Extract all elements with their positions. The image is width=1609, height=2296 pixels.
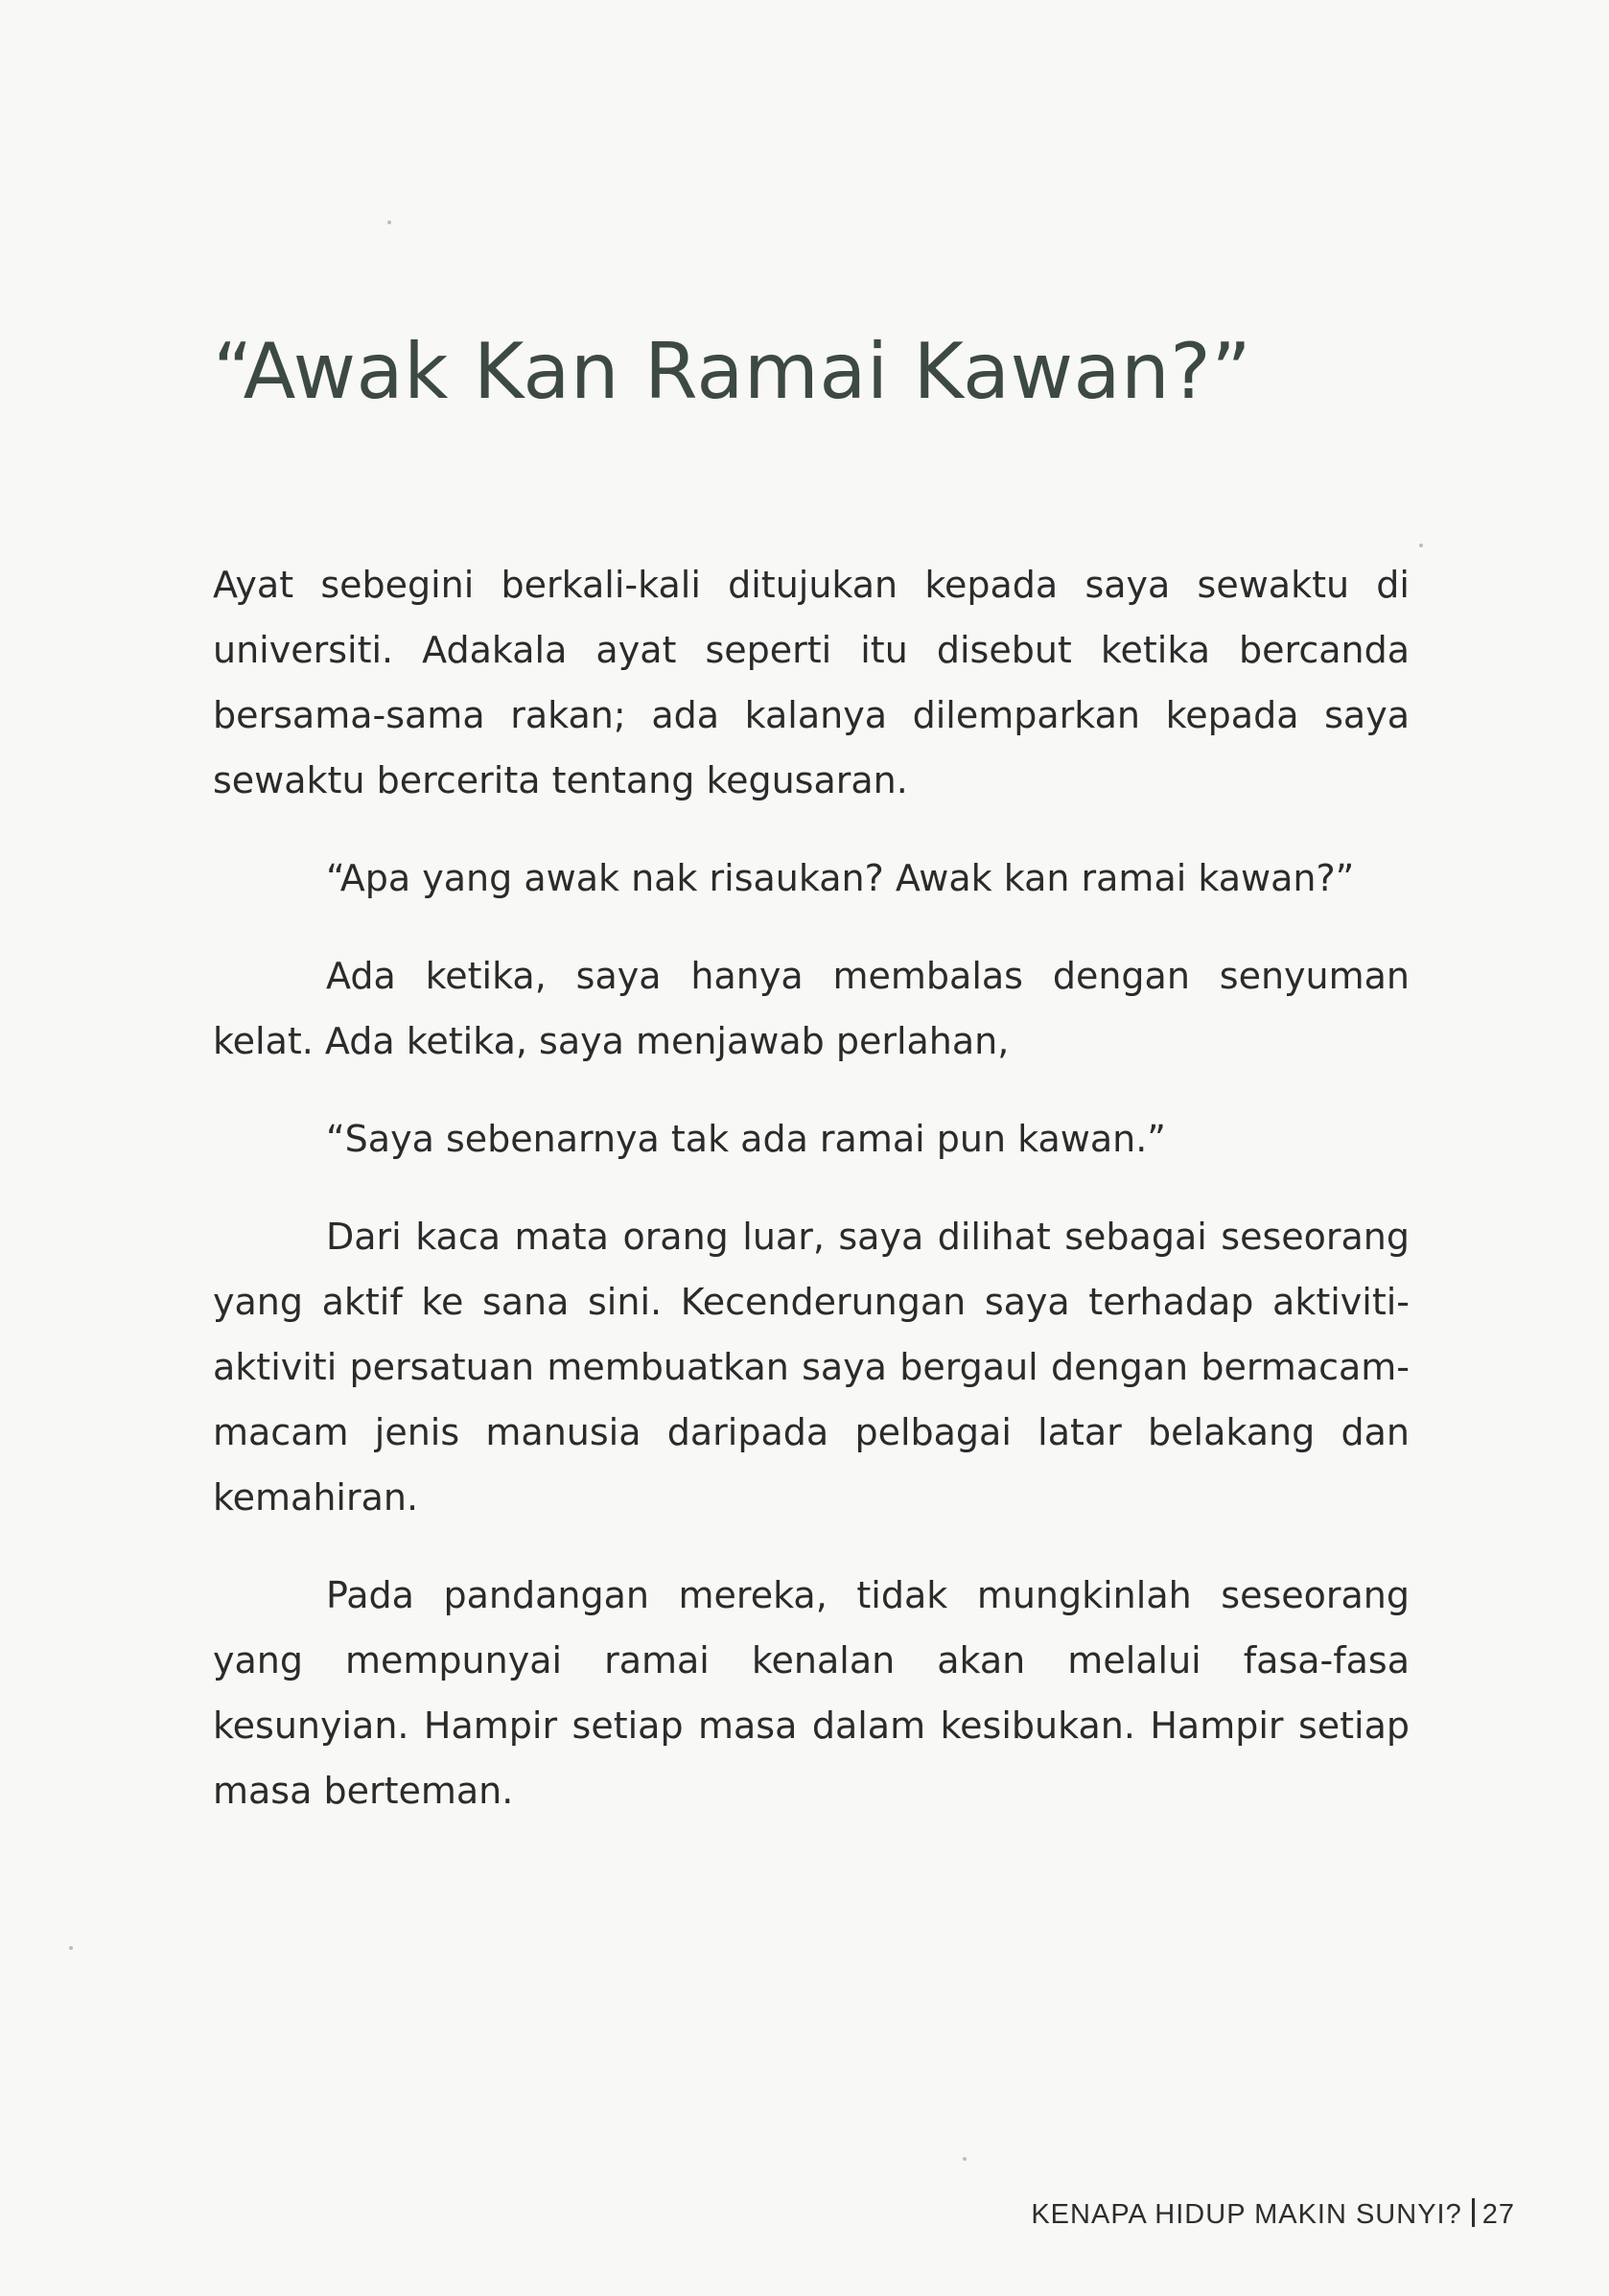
scan-speck <box>69 1946 73 1950</box>
paragraph-intro: Ayat sebegini berkali-kali ditujukan kepada saya sewaktu di universiti. Adakala ayat seperti itu disebut ketika bercanda bersama-sama rakan; ada kalanya dilemparkan kepada saya sewaktu bercerita tentang kegusaran. <box>213 564 1410 801</box>
chapter-title: “Awak Kan Ramai Kawan?” <box>213 327 1252 416</box>
footer-book-title: KENAPA HIDUP MAKIN SUNYI? <box>1031 2199 1462 2230</box>
body-text <box>213 552 1410 1856</box>
paragraph-response: Ada ketika, saya hanya membalas dengan senyuman kelat. Ada ketika, saya menjawab perlahan, <box>213 955 1410 1062</box>
paragraph-quote-answer: “Saya sebenarnya tak ada ramai pun kawan.” <box>326 1118 1166 1160</box>
scan-speck <box>387 220 391 224</box>
scan-speck <box>1419 544 1423 547</box>
page-number: 27 <box>1481 2199 1515 2230</box>
paragraph-quote-question: “Apa yang awak nak risaukan? Awak kan ramai kawan?” <box>326 857 1355 899</box>
page-footer <box>1031 2198 1515 2231</box>
paragraph-outside-view: Dari kaca mata orang luar, saya dilihat sebagai seseorang yang aktif ke sana sini. Kecenderungan saya terhadap aktiviti-aktiviti persatuan membuatkan saya bergaul dengan bermacam-macam jenis manusia daripada pelbagai latar belakang dan kemahiran. <box>213 1216 1410 1519</box>
footer-separator <box>1472 2198 1475 2227</box>
scan-speck <box>963 2157 967 2161</box>
paragraph-their-view: Pada pandangan mereka, tidak mungkinlah seseorang yang mempunyai ramai kenalan akan melalui fasa-fasa kesunyian. Hampir setiap masa dalam kesibukan. Hampir setiap masa berteman. <box>213 1574 1410 1812</box>
